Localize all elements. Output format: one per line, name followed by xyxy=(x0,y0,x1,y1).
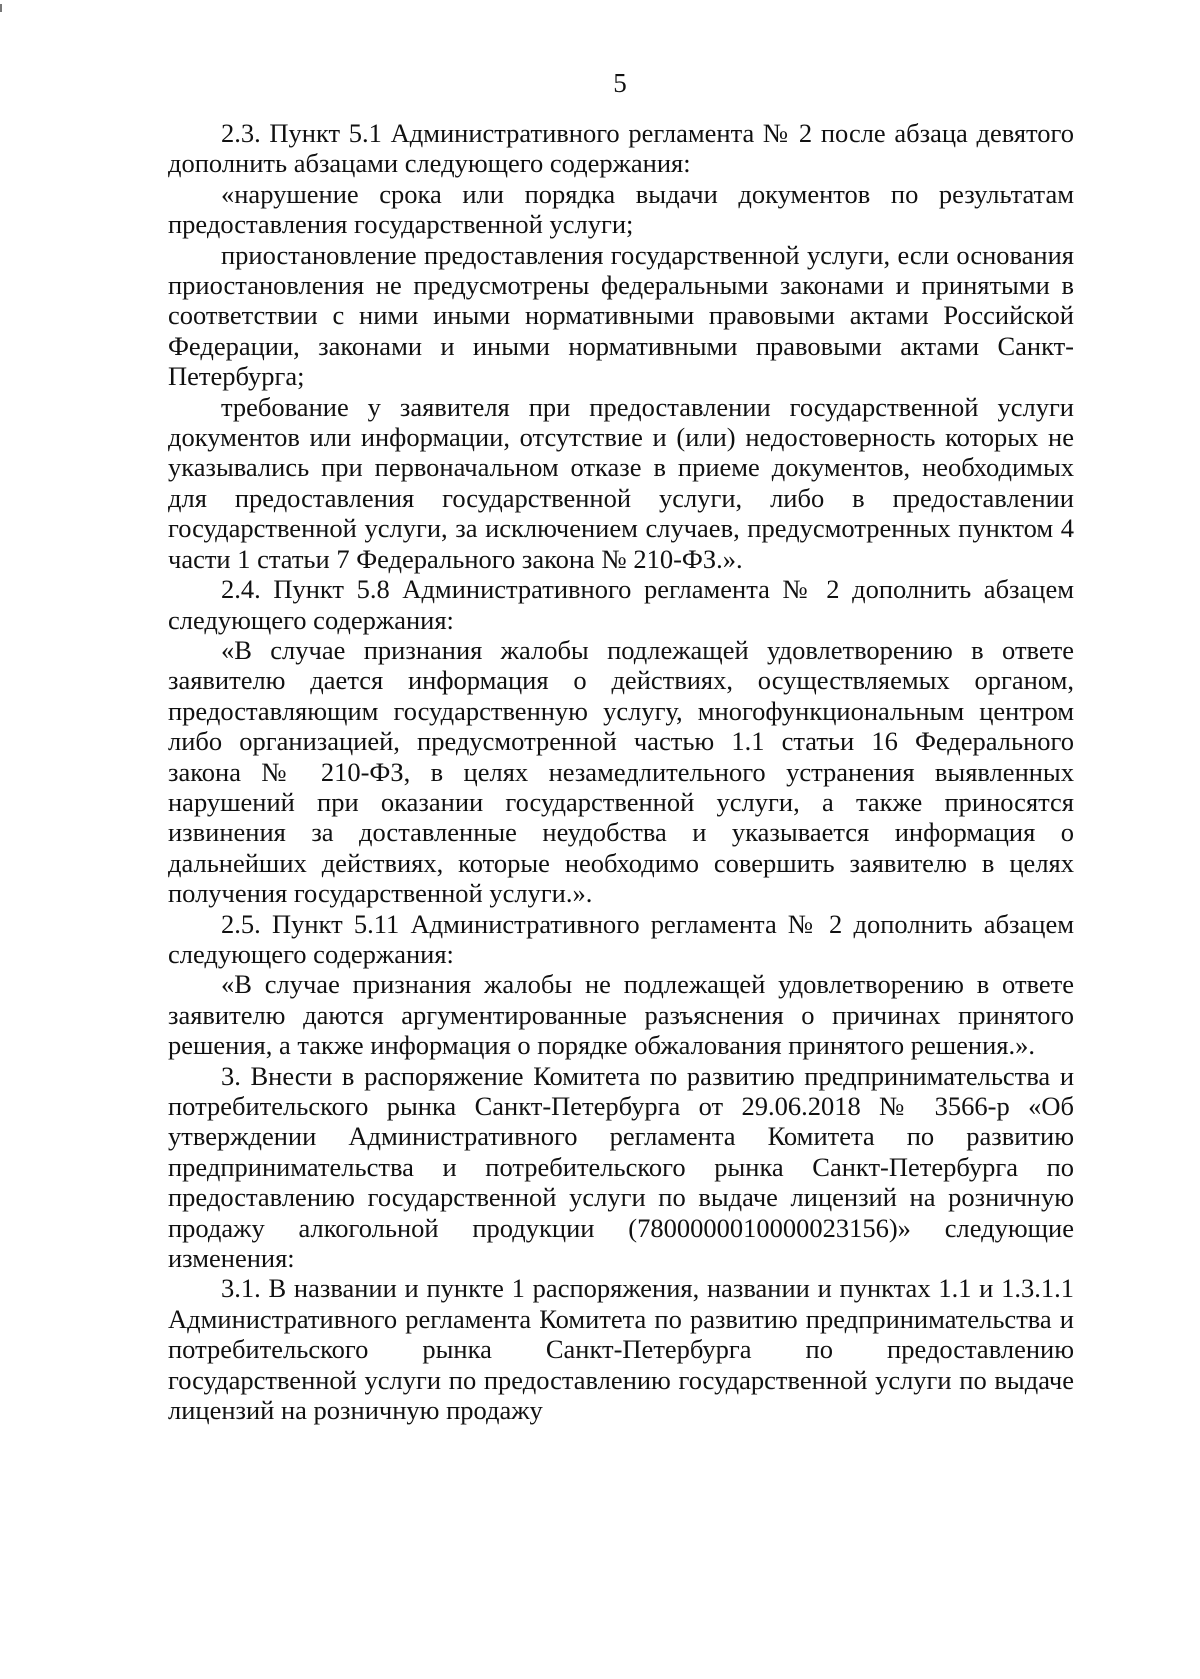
paragraph-complaint-satisfied: «В случае признания жалобы подлежащей удовлетворению в ответе заявителю дается информация о действиях, осуществляемых органом, предоставляющим государственную услугу, многофункциональным центром либо организацией, предусмотренной частью 1.1 статьи 16 Федерального закона № 210-ФЗ, в целях незамедлительного устранения выявленных нарушений при оказании государственной услуги, а также приносятся извинения за доставленные неудобства и указывается информация о дальнейших действиях, которые необходимо совершить заявителю в целях получения государственной услуги.». xyxy=(168,634,1074,909)
paragraph-suspension: приостановление предоставления государственной услуги, если основания приостановления не предусмотрены федеральными законами и принятыми в соответствии с ними иными нормативными правовыми актами Российской Федерации, законами и иными нормативными правовыми актами Санкт-Петербурга; xyxy=(168,239,1074,392)
paragraph-3: 3. Внести в распоряжение Комитета по развитию предпринимательства и потребительского рынка Санкт-Петербурга от 29.06.2018 № 3566-р «Об утверждении Административного регламента Комитета по развитию предпринимательства и потребительского рынка Санкт-Петербурга по предоставлению государственной услуги по выдаче лицензий на розничную продажу алкогольной продукции (7800000010000023156)» следующие изменения: xyxy=(168,1060,1074,1274)
scan-edge-mark xyxy=(0,4,2,12)
paragraph-quote-violation: «нарушение срока или порядка выдачи документов по результатам предоставления государственной услуги; xyxy=(168,178,1074,240)
paragraph-2-5: 2.5. Пункт 5.11 Административного регламента № 2 дополнить абзацем следующего содержания: xyxy=(168,908,1074,969)
paragraph-requirement: требование у заявителя при предоставлении государственной услуги документов или информации, отсутствие и (или) недостоверность которых не указывались при первоначальном отказе в приеме документов, необходимых для предоставления государственной услуги, либо в предоставлении государственной услуги, за исключением случаев, предусмотренных пунктом 4 части 1 статьи 7 Федерального закона № 210-ФЗ.». xyxy=(168,391,1074,574)
page-number: 5 xyxy=(613,68,627,98)
paragraph-2-4: 2.4. Пункт 5.8 Административного регламента № 2 дополнить абзацем следующего содержания: xyxy=(168,574,1074,635)
paragraph-2-3: 2.3. Пункт 5.1 Административного регламента № 2 после абзаца девятого дополнить абзацами следующего содержания: xyxy=(168,118,1074,179)
document-body xyxy=(168,118,1074,1425)
paragraph-3-1: 3.1. В названии и пункте 1 распоряжения, названии и пунктах 1.1 и 1.3.1.1 Административного регламента Комитета по развитию предпринимательства и потребительского рынка Санкт-Петербурга по предоставлению государственной услуги по предоставлению государственной услуги по выдаче лицензий на розничную продажу xyxy=(168,1273,1074,1426)
paragraph-complaint-rejected: «В случае признания жалобы не подлежащей удовлетворению в ответе заявителю даются аргументированные разъяснения о причинах принятого решения, а также информация о порядке обжалования принятого решения.». xyxy=(168,969,1074,1061)
